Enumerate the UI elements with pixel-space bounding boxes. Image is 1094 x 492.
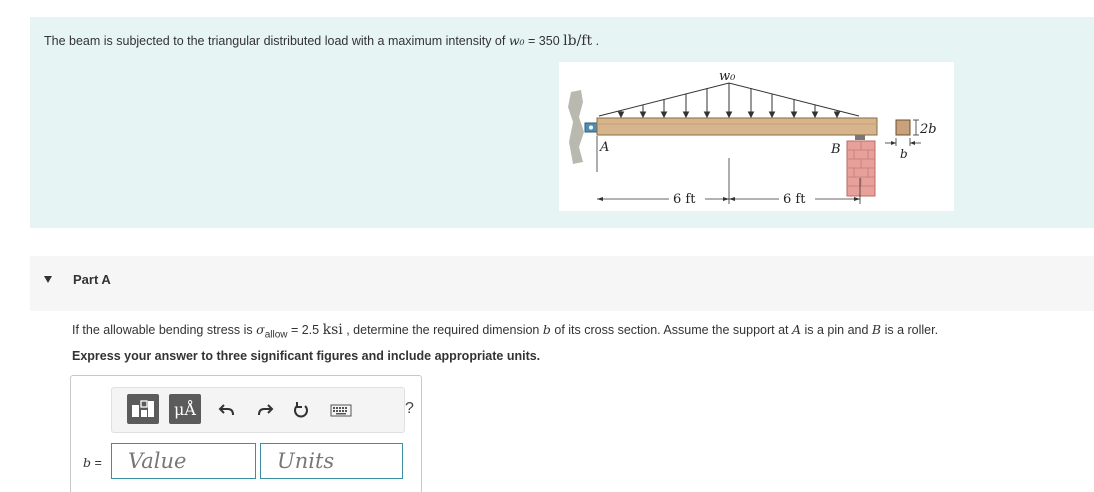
question-segment: = 2.5 — [287, 323, 323, 337]
part-label: Part A — [73, 272, 111, 287]
b-symbol: b — [542, 322, 551, 337]
wall-support — [568, 90, 584, 164]
question-text — [72, 322, 938, 341]
keyboard-icon[interactable] — [330, 401, 352, 419]
intro-period: . — [592, 34, 600, 48]
a-symbol: A — [791, 322, 802, 337]
dim-arrow — [910, 141, 915, 145]
sigma-subscript: allow — [264, 329, 288, 341]
templates-button[interactable] — [127, 394, 159, 424]
undo-icon[interactable] — [218, 401, 236, 419]
answer-box — [70, 375, 422, 492]
reset-icon[interactable] — [292, 401, 310, 419]
answer-variable-label — [83, 455, 102, 470]
beam-figure — [559, 62, 954, 211]
dim-left-label: 6 ft — [673, 192, 696, 207]
question-segment: is a roller. — [881, 323, 939, 337]
w0-unit: lb/ft — [563, 33, 593, 49]
question-segment: of its cross section. Assume the support at — [550, 323, 792, 337]
answer-instruction: Express your answer to three significant figures and include appropriate units. — [72, 349, 541, 363]
units-input[interactable]: Units — [260, 443, 403, 479]
answer-variable: b — [83, 455, 92, 470]
collapse-caret-icon[interactable] — [44, 276, 52, 283]
help-button[interactable]: ? — [405, 400, 414, 417]
b-support-symbol: B — [871, 322, 882, 337]
pin-hole — [589, 126, 593, 130]
w0-value: = 350 — [524, 34, 564, 48]
cross-section — [896, 120, 910, 135]
problem-statement — [44, 33, 599, 49]
intro-text: The beam is subjected to the triangular distributed load with a maximum intensity of — [44, 34, 509, 48]
beam — [597, 118, 877, 135]
support-a-label: A — [600, 140, 610, 155]
math-toolbar — [111, 387, 414, 433]
sigma-symbol: σ — [256, 322, 265, 337]
redo-icon[interactable] — [256, 401, 274, 419]
stress-unit: ksi — [322, 322, 343, 338]
beam-diagram — [559, 62, 954, 211]
answer-equals: = — [91, 456, 102, 470]
load-label: w₀ — [719, 69, 736, 84]
w0-symbol: w₀ — [508, 33, 525, 48]
templates-icon — [131, 399, 155, 419]
support-b-label: B — [831, 142, 841, 157]
question-segment: If the allowable bending stress is — [72, 323, 257, 337]
dim-arrow — [723, 197, 729, 201]
dim-arrow — [597, 197, 603, 201]
load-arrows — [619, 83, 840, 117]
section-height-label: 2b — [920, 122, 937, 137]
problem-intro-panel — [30, 17, 1094, 228]
question-segment: is a pin and — [801, 323, 872, 337]
value-input[interactable]: Value — [111, 443, 256, 479]
part-a-header[interactable] — [30, 256, 1094, 311]
dim-arrow — [729, 197, 735, 201]
question-segment: , determine the required dimension — [342, 323, 543, 337]
dim-right-label: 6 ft — [783, 192, 806, 207]
dim-arrow — [891, 141, 896, 145]
dim-arrow — [854, 197, 860, 201]
section-width-label: b — [900, 147, 908, 161]
units-button[interactable]: μÅ — [169, 394, 201, 424]
roller-support-b — [855, 135, 865, 140]
